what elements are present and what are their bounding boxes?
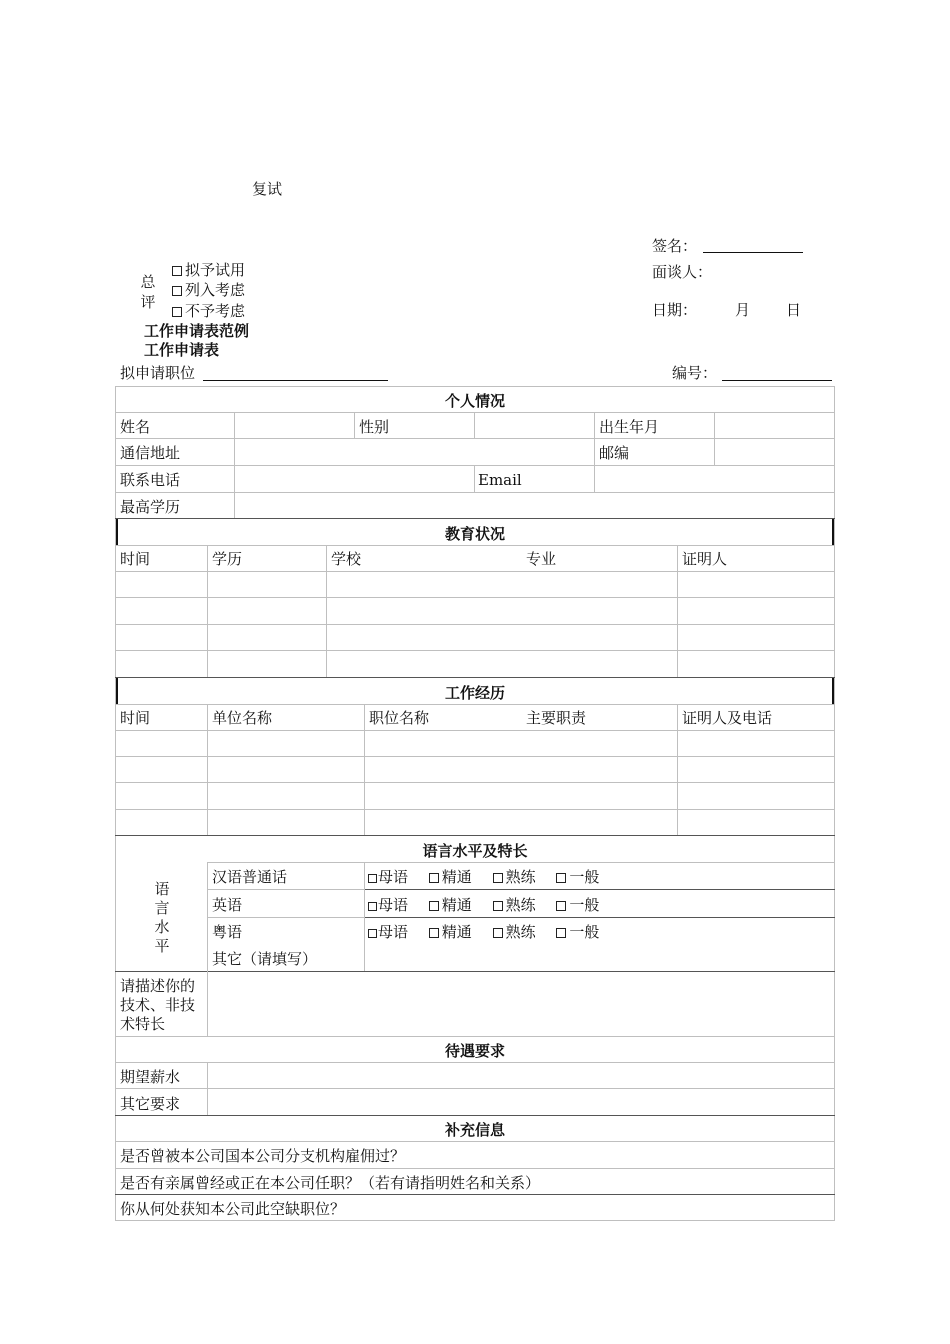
checkbox-icon[interactable] <box>172 286 182 296</box>
cantonese-level-options <box>368 923 615 941</box>
work-col-reference: 证明人及电话 <box>682 709 773 727</box>
language-english-label: 英语 <box>212 896 243 914</box>
checkbox-icon[interactable] <box>493 873 503 883</box>
edu-col-time: 时间 <box>120 550 151 568</box>
checkbox-icon[interactable] <box>556 928 566 938</box>
work-col-position: 职位名称 <box>369 709 430 727</box>
email-label: Email <box>478 471 522 489</box>
name-label: 姓名 <box>120 418 151 436</box>
education-section-title: 教育状况 <box>444 525 505 543</box>
signature-label: 签名： <box>652 237 698 255</box>
question-previous-employment: 是否曾被本公司国本公司分支机构雇佣过？ <box>120 1147 406 1165</box>
number-label: 编号： <box>672 364 718 382</box>
email-field[interactable] <box>596 467 832 490</box>
level-option-proficient[interactable]: 精通 <box>429 868 472 886</box>
option-trial[interactable]: 拟予试用 <box>172 261 245 279</box>
level-option-native[interactable]: 母语 <box>368 868 408 886</box>
checkbox-icon[interactable] <box>429 873 439 883</box>
gender-label: 性别 <box>359 418 390 436</box>
checkbox-icon[interactable] <box>172 266 182 276</box>
birth-label: 出生年月 <box>599 418 660 436</box>
language-section-title: 语言水平及特长 <box>422 842 528 860</box>
sample-title: 工作申请表范例 <box>144 322 250 340</box>
question-job-source: 你从何处获知本公司此空缺职位？ <box>120 1200 346 1218</box>
edu-col-school: 学校 <box>331 550 362 568</box>
edu-col-reference: 证明人 <box>682 550 728 568</box>
language-cantonese-label: 粤语 <box>212 923 243 941</box>
other-requirements-label: 其它要求 <box>120 1095 181 1113</box>
work-col-time: 时间 <box>120 709 151 727</box>
edu-col-degree: 学历 <box>212 550 243 568</box>
month-label: 月 <box>735 301 751 319</box>
checkbox-icon[interactable] <box>493 901 503 911</box>
question-relatives: 是否有亲属曾经或正在本公司任职？（若有请指明姓名和关系） <box>120 1174 541 1192</box>
level-option-basic[interactable]: 一般 <box>556 868 599 886</box>
education-level-label: 最高学历 <box>120 498 181 516</box>
salary-field[interactable] <box>209 1064 832 1087</box>
day-label: 日 <box>786 301 802 319</box>
level-option-fluent[interactable]: 熟练 <box>493 868 536 886</box>
language-mandarin-label: 汉语普通话 <box>212 868 288 886</box>
phone-label: 联系电话 <box>120 471 181 489</box>
address-field[interactable] <box>236 440 592 463</box>
level-option-native[interactable]: 母语 <box>368 923 408 941</box>
checkbox-icon[interactable] <box>556 873 566 883</box>
work-section-title: 工作经历 <box>444 684 505 702</box>
address-label: 通信地址 <box>120 444 181 462</box>
skills-prompt: 请描述你的技术、非技术特长 <box>120 977 196 1033</box>
option-consider[interactable]: 列入考虑 <box>172 281 245 299</box>
summary-label: 总 评 <box>140 273 156 311</box>
checkbox-icon[interactable] <box>368 929 377 938</box>
level-option-native[interactable]: 母语 <box>368 896 408 914</box>
table-row[interactable] <box>117 811 833 834</box>
language-side-label: 语 言 水 平 <box>154 880 170 955</box>
supplement-section-title: 补充信息 <box>444 1121 505 1139</box>
checkbox-icon[interactable] <box>368 874 377 883</box>
form-title: 工作申请表 <box>144 341 220 359</box>
work-col-company: 单位名称 <box>212 709 273 727</box>
mandarin-level-options <box>368 868 615 886</box>
treatment-section-title: 待遇要求 <box>444 1042 505 1060</box>
level-option-fluent[interactable]: 熟练 <box>493 896 536 914</box>
work-col-duties: 主要职责 <box>526 709 587 727</box>
interviewer-label: 面谈人： <box>652 263 713 281</box>
level-option-basic[interactable]: 一般 <box>556 896 599 914</box>
retest-label: 复试 <box>252 180 283 198</box>
birth-field[interactable] <box>716 414 832 437</box>
table-row[interactable] <box>117 758 833 781</box>
table-row[interactable] <box>117 573 833 596</box>
checkbox-icon[interactable] <box>172 307 182 317</box>
personal-section-title: 个人情况 <box>444 392 505 410</box>
position-field[interactable] <box>203 380 388 381</box>
level-option-proficient[interactable]: 精通 <box>429 923 472 941</box>
checkbox-icon[interactable] <box>368 902 377 911</box>
checkbox-icon[interactable] <box>493 928 503 938</box>
skills-field[interactable] <box>209 973 832 1035</box>
checkbox-icon[interactable] <box>429 928 439 938</box>
gender-field[interactable] <box>476 414 592 437</box>
other-requirements-field[interactable] <box>209 1090 832 1114</box>
edu-col-major: 专业 <box>526 550 557 568</box>
level-option-basic[interactable]: 一般 <box>556 923 599 941</box>
checkbox-icon[interactable] <box>429 901 439 911</box>
phone-field[interactable] <box>236 467 472 490</box>
table-row[interactable] <box>117 784 833 808</box>
education-level-field[interactable] <box>236 494 832 517</box>
table-row[interactable] <box>117 626 833 649</box>
table-row[interactable] <box>117 599 833 623</box>
postcode-label: 邮编 <box>599 444 630 462</box>
signature-underline <box>703 252 803 253</box>
postcode-field[interactable] <box>716 440 832 463</box>
table-row[interactable] <box>117 732 833 755</box>
english-level-options <box>368 896 615 914</box>
level-option-proficient[interactable]: 精通 <box>429 896 472 914</box>
number-field[interactable] <box>722 380 832 381</box>
option-reject[interactable]: 不予考虑 <box>172 302 245 320</box>
table-row[interactable] <box>117 652 833 676</box>
date-label: 日期： <box>652 301 698 319</box>
language-other-label: 其它（请填写） <box>212 950 318 968</box>
checkbox-icon[interactable] <box>556 901 566 911</box>
level-option-fluent[interactable]: 熟练 <box>493 923 536 941</box>
salary-label: 期望薪水 <box>120 1068 181 1086</box>
name-field[interactable] <box>236 414 352 437</box>
position-label: 拟申请职位 <box>120 364 196 382</box>
